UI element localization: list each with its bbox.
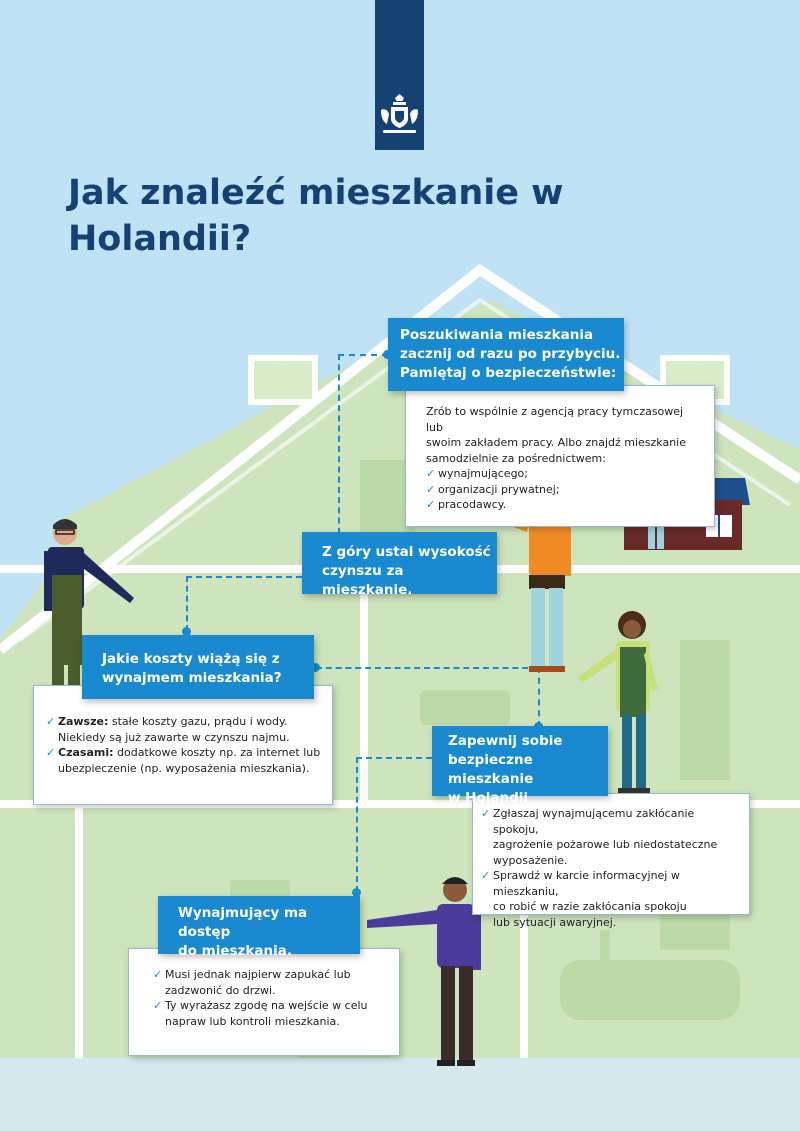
- list-item: [153, 998, 389, 1029]
- list-item-text: stałe koszty gazu, prądu i wody.: [108, 715, 288, 728]
- banner-line: Wynajmujący ma dostęp: [178, 905, 308, 940]
- connector-line: [356, 757, 358, 892]
- rent-banner: [302, 532, 497, 598]
- banner-line: Poszukiwania mieszkania: [400, 327, 594, 343]
- list-item-label: Czasami:: [58, 746, 114, 759]
- list-item-text: wynajmującego;: [438, 467, 528, 480]
- banner-line: Jakie koszty wiążą się z: [102, 651, 280, 667]
- safe-housing-banner: [432, 726, 608, 806]
- costs-list: [46, 714, 322, 776]
- list-item-text: zagrożenie pożarowe lub niedostateczne: [493, 838, 718, 851]
- list-item-text: pracodawcy.: [438, 498, 507, 511]
- check-icon: ✓: [426, 498, 436, 511]
- list-item-text: wyposażenie.: [493, 853, 568, 867]
- list-item: [153, 967, 389, 998]
- landlord-access-banner: [158, 896, 360, 959]
- landlord-access-card: [128, 948, 400, 1056]
- list-item-text: zadzwonić do drzwi.: [165, 983, 276, 997]
- search-start-banner: [388, 318, 624, 391]
- list-item-text: lub sytuacji awaryjnej.: [493, 915, 617, 929]
- banner-line: w Holandii: [448, 790, 529, 806]
- intro-line: samodzielnie za pośrednictwem:: [426, 451, 606, 465]
- search-tips-intro: [426, 404, 700, 466]
- check-icon: ✓: [46, 715, 56, 728]
- banner-line: Pamiętaj o bezpieczeństwie:: [400, 365, 617, 381]
- list-item-label: Zawsze:: [58, 715, 109, 728]
- list-item-text: Musi jednak najpierw zapukać lub: [165, 968, 351, 981]
- connector-line: [538, 667, 540, 727]
- safe-housing-card: [472, 793, 750, 929]
- government-logo-ribbon: [375, 0, 424, 150]
- check-icon: ✓: [481, 807, 491, 820]
- page-title: [68, 170, 588, 262]
- check-icon: ✓: [426, 482, 436, 496]
- list-item-text: Sprawdź w karcie informacyjnej w mieszkaniu,: [493, 869, 680, 898]
- check-icon: ✓: [153, 968, 163, 981]
- list-item: [46, 745, 322, 776]
- list-item-text: dodatkowe koszty np. za internet lub: [113, 746, 321, 759]
- check-icon: ✓: [426, 467, 436, 480]
- connector-line: [186, 576, 302, 578]
- list-item: [426, 482, 700, 498]
- connector-line: [338, 354, 388, 356]
- intro-line: swoim zakładem pracy. Albo znajdź mieszkanie: [426, 436, 687, 449]
- list-item: [426, 466, 700, 482]
- list-item: [481, 806, 741, 868]
- search-tips-card: [405, 385, 715, 527]
- list-item-text: Zgłaszaj wynajmującemu zakłócanie spokoju,: [493, 807, 695, 836]
- banner-line: do mieszkania.: [178, 943, 292, 959]
- search-options-list: [426, 466, 700, 513]
- banner-line: Z góry ustal wysokość: [322, 544, 491, 560]
- check-icon: ✓: [153, 999, 163, 1012]
- costs-banner: [82, 635, 314, 699]
- banner-line: czynszu za mieszkanie.: [322, 563, 413, 598]
- banner-line: wynajmem mieszkania?: [102, 670, 282, 686]
- list-item: [426, 497, 700, 513]
- royal-coat-of-arms-icon: [375, 92, 424, 142]
- list-item-text: organizacji prywatnej;: [438, 482, 560, 496]
- intro-line: Zrób to wspólnie z agencją pracy tymczasowej lub: [426, 405, 684, 434]
- list-item-text: Niekiedy są już zawarte w czynszu najmu.: [58, 730, 290, 744]
- connector-line: [356, 757, 432, 759]
- page-title-line-2: Holandii?: [68, 219, 252, 259]
- banner-line: bezpieczne mieszkanie: [448, 752, 534, 787]
- check-icon: ✓: [481, 869, 491, 882]
- connector-line: [338, 354, 340, 544]
- list-item-text: napraw lub kontroli mieszkania.: [165, 1014, 340, 1028]
- list-item: [481, 868, 741, 930]
- list-item-text: co robić w razie zakłócania spokoju: [493, 900, 687, 913]
- banner-line: Zapewnij sobie: [448, 733, 563, 749]
- list-item-text: ubezpieczenie (np. wyposażenia mieszkania).: [58, 761, 310, 775]
- banner-line: zacznij od razu po przybyciu.: [400, 346, 621, 362]
- landlord-access-list: [153, 967, 389, 1029]
- page-title-line-1: Jak znaleźć mieszkanie w: [68, 173, 564, 213]
- safe-housing-list: [481, 806, 741, 930]
- costs-card: [33, 685, 333, 805]
- list-item: [46, 714, 322, 745]
- list-item-text: Ty wyrażasz zgodę na wejście w celu: [165, 999, 368, 1012]
- connector-line: [186, 576, 188, 631]
- check-icon: ✓: [46, 746, 56, 759]
